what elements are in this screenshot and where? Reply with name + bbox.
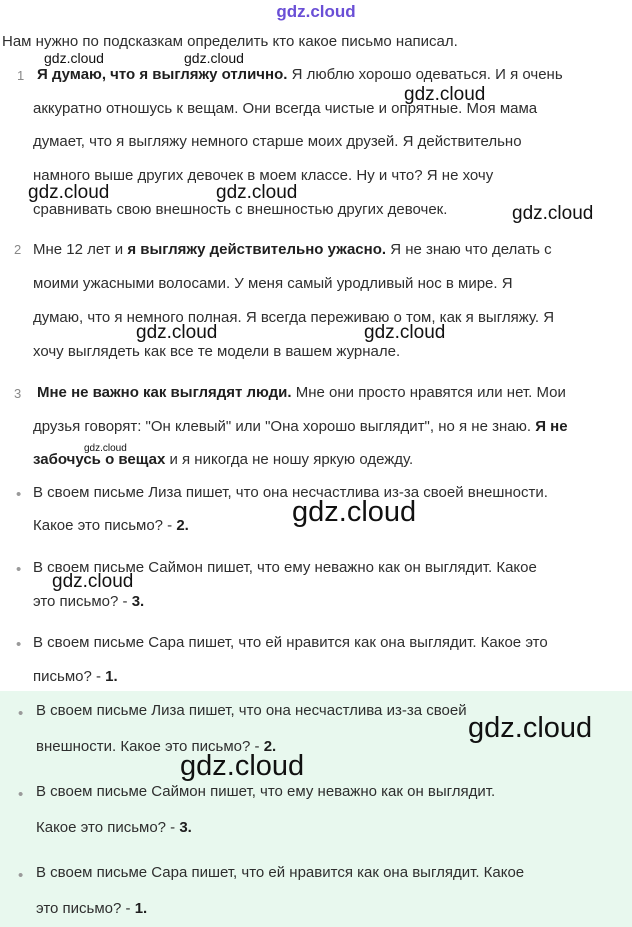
letter-number: 2 (14, 242, 22, 257)
watermark: gdz.cloud (512, 203, 594, 224)
bullet-icon: • (18, 867, 24, 884)
letter-line: аккуратно отношусь к вещам. Они всегда чистые и опрятные. Моя мама (33, 100, 538, 117)
bullet-icon: • (18, 705, 24, 722)
answer-value: 3. (131, 593, 145, 610)
question-text: Какое это письмо? - (33, 517, 177, 534)
watermark: gdz.cloud (364, 322, 446, 343)
letter-number: 3 (14, 386, 22, 401)
question-line (33, 668, 118, 685)
question-line (33, 593, 144, 610)
answer-line (36, 900, 147, 917)
question-line: В своем письме Саймон пишет, что ему неважно как он выглядит. Какое (33, 559, 537, 576)
bullet-icon: • (16, 486, 22, 503)
letter-line: намного выше других девочек в моем классе. Ну и что? Я не хочу (33, 167, 494, 184)
letter-text: и я никогда не ношу яркую одежду. (165, 451, 414, 468)
answer-text: Какое это письмо? - (36, 819, 180, 836)
question-line (33, 517, 189, 534)
letter-line: сравнивать свою внешность с внешностью других девочек. (33, 201, 448, 218)
letter-line: моими ужасными волосами. У меня самый уродливый нос в мире. Я (33, 275, 513, 292)
letter-line: думаю, что я немного полная. Я всегда переживаю о том, как я выгляжу. Я (33, 309, 555, 326)
letter-text: друзья говорят: "Он клевый" или "Она хорошо выглядит", но я не знаю. (33, 418, 532, 435)
answer-value: 1. (105, 668, 118, 685)
answer-value: 2. (176, 517, 189, 534)
bullet-icon: • (16, 636, 22, 653)
bullet-icon: • (16, 561, 22, 578)
watermark: gdz.cloud (292, 496, 417, 528)
letter-bold-text: Мне не важно как выглядят люди. (37, 384, 292, 401)
watermark: gdz.cloud (52, 571, 134, 592)
answer-value: 1. (134, 900, 148, 917)
question-line: В своем письме Лиза пишет, что она несчастлива из-за своей внешности. (33, 484, 548, 501)
answer-line: В своем письме Сара пишет, что ей нравится как она выглядит. Какое (36, 864, 525, 881)
letter-line (33, 418, 568, 435)
watermark: gdz.cloud (404, 84, 486, 105)
watermark: gdz.cloud (84, 443, 127, 454)
letter-bold-text: забочусь о вещах (33, 451, 166, 468)
watermark: gdz.cloud (28, 182, 110, 203)
letter-text: Мне 12 лет и (33, 241, 128, 258)
letter-number: 1 (17, 68, 25, 83)
bullet-icon: • (18, 786, 24, 803)
answer-value: 3. (179, 819, 192, 836)
answer-line: В своем письме Лиза пишет, что она несчастлива из-за своей (36, 702, 467, 719)
watermark: gdz.cloud (44, 50, 104, 66)
answer-value: 2. (263, 738, 277, 755)
letter-text: Я не знаю что делать с (386, 241, 552, 258)
watermark: gdz.cloud (468, 712, 593, 744)
letter-line (37, 384, 566, 401)
answer-line (36, 819, 192, 836)
letter-line: думает, что я выгляжу немного старше моих друзей. Я действительно (33, 133, 522, 150)
letter-text: Мне они просто нравятся или нет. Мои (291, 384, 566, 401)
task-intro: Нам нужно по подсказкам определить кто какое письмо написал. (2, 33, 458, 50)
site-logo[interactable]: gdz.cloud (276, 2, 356, 21)
answer-text: это письмо? - (36, 900, 135, 917)
question-text: это письмо? - (33, 593, 132, 610)
letter-line: хочу выглядеть как все те модели в вашем журнале. (33, 343, 401, 360)
letter-line (33, 241, 552, 258)
watermark: gdz.cloud (136, 322, 218, 343)
letter-text: Я люблю хорошо одеваться. И я очень (287, 66, 563, 83)
answer-line: В своем письме Саймон пишет, что ему неважно как он выглядит. (36, 783, 496, 800)
letter-bold-text: Я не (531, 418, 568, 435)
answer-text: внешности. Какое это письмо? - (36, 738, 264, 755)
watermark: gdz.cloud (184, 50, 244, 66)
watermark: gdz.cloud (216, 182, 298, 203)
letter-line (37, 66, 563, 83)
letter-bold-text: Я думаю, что я выгляжу отлично. (37, 66, 288, 83)
question-line: В своем письме Сара пишет, что ей нравится как она выглядит. Какое это (33, 634, 548, 651)
watermark: gdz.cloud (180, 750, 305, 782)
question-text: письмо? - (33, 668, 106, 685)
letter-bold-text: я выгляжу действительно ужасно. (127, 241, 387, 258)
